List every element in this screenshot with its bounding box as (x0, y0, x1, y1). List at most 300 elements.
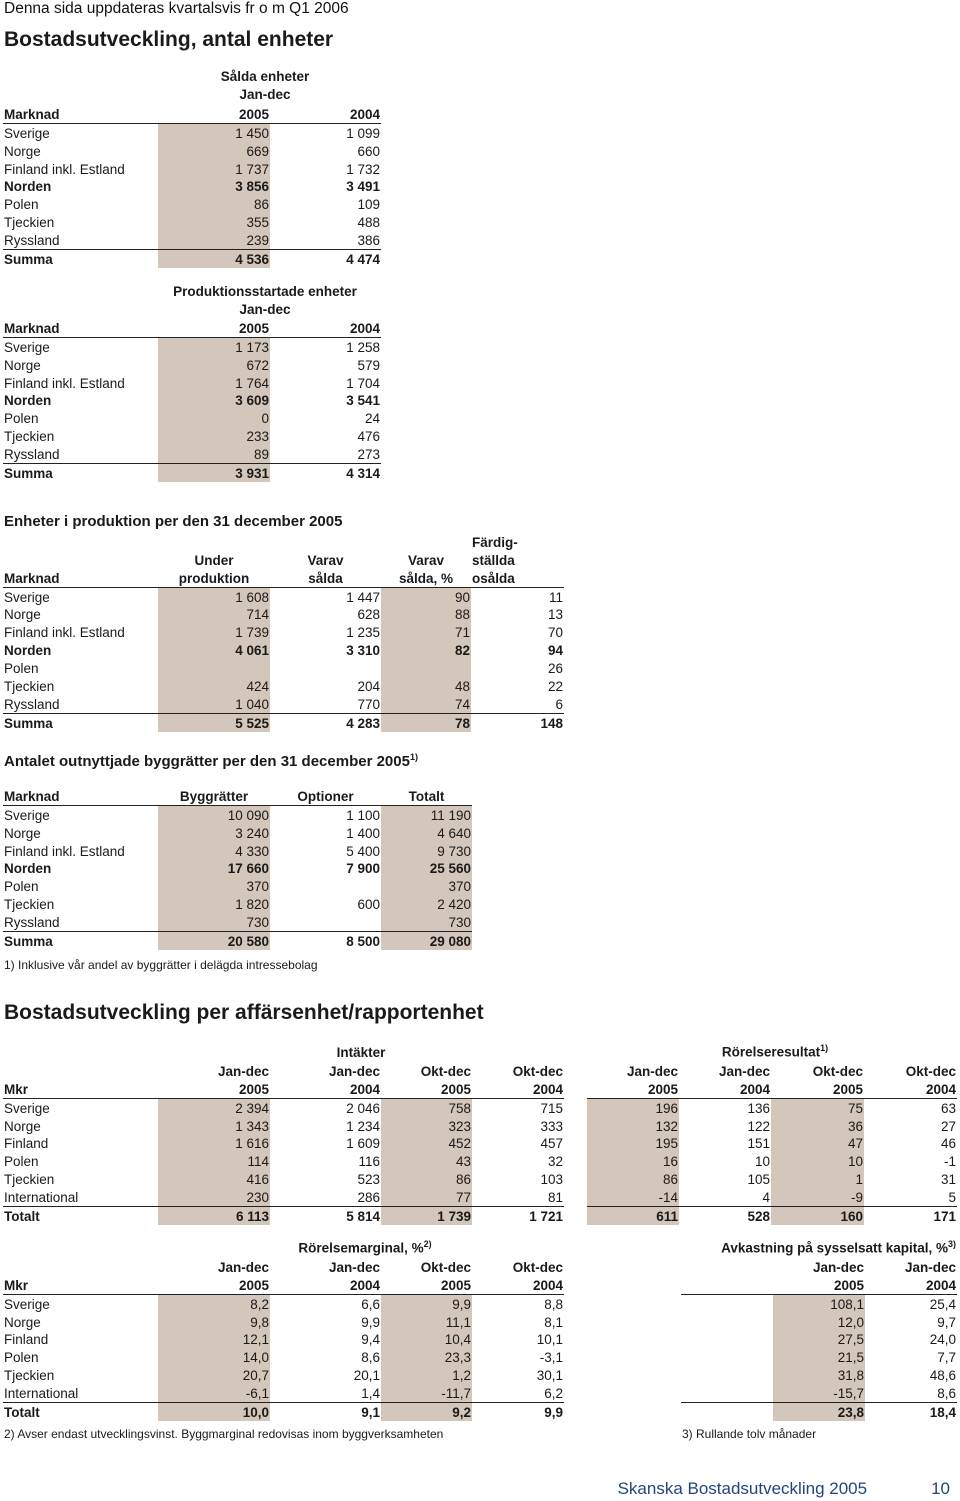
table-cell: 3 931 (158, 464, 270, 482)
column-header: 2005 (158, 1080, 270, 1098)
table-cell: 758 (381, 1098, 472, 1116)
table-cell: 715 (540, 1100, 563, 1116)
row-label: Totalt (3, 1207, 158, 1225)
table-cell: 63 (940, 1100, 956, 1116)
operating-margin-table (3, 1258, 564, 1421)
row-label: Polen (4, 411, 39, 427)
table-cell: 160 (771, 1207, 864, 1225)
row-label: Ryssland (4, 696, 60, 712)
table-cell (270, 913, 381, 931)
roce-title: Avkastning på sysselsatt kapital, %$^{3)}$ (721, 1239, 956, 1256)
column-header: 2005 (773, 1276, 865, 1294)
row-label: Sverige (4, 339, 50, 355)
table-cell: 20,1 (353, 1368, 380, 1384)
row-label: Finland inkl. Estland (4, 625, 125, 641)
table-cell: 18,4 (865, 1403, 957, 1421)
column-header: Okt-dec (512, 1063, 563, 1079)
row-label: Norden (4, 643, 52, 659)
row-label: Tjeckien (4, 215, 55, 231)
table-cell: 4 330 (158, 842, 270, 860)
started-units-period: Jan-dec (239, 302, 291, 317)
table-cell: 1 100 (346, 807, 380, 823)
table-cell: 132 (587, 1117, 679, 1135)
row-label: Norden (4, 179, 52, 195)
table-cell (681, 1403, 773, 1421)
table-cell: 1 040 (158, 695, 270, 713)
table-cell (270, 533, 381, 551)
table-cell: 78 (381, 713, 471, 731)
column-header: osålda (471, 569, 564, 587)
table-cell: 116 (358, 1154, 380, 1170)
table-cell: 171 (864, 1207, 957, 1225)
row-label: Tjeckien (4, 897, 55, 913)
table-cell: 32 (547, 1154, 563, 1170)
table-header-row (587, 1080, 957, 1098)
table-cell: -14 (587, 1188, 679, 1206)
column-header: Färdig- (472, 534, 518, 550)
table-cell: 333 (540, 1118, 563, 1134)
table-cell (158, 659, 270, 677)
table-cell: 3 491 (346, 179, 380, 195)
row-label: Ryssland (4, 915, 60, 931)
row-label: Sverige (4, 807, 50, 823)
table-cell: -11,7 (381, 1384, 472, 1402)
table-cell: 1 173 (158, 337, 270, 355)
table-row (3, 231, 381, 249)
column-header: sålda, % (381, 569, 471, 587)
table-header-row (3, 569, 564, 587)
table-cell: 22 (547, 679, 563, 695)
table-cell: 355 (158, 213, 270, 231)
table-cell: 669 (158, 142, 270, 160)
table-cell: 10 (771, 1152, 864, 1170)
table-cell: 71 (381, 623, 471, 641)
table-row (3, 895, 472, 913)
table-cell: 86 (587, 1170, 679, 1188)
table-cell: 3 541 (346, 393, 380, 409)
table-cell: 3 310 (346, 643, 380, 659)
table-cell: 109 (357, 197, 380, 213)
column-header: 2005 (771, 1080, 864, 1098)
table-cell: 230 (158, 1188, 270, 1206)
table-cell: -1 (943, 1154, 956, 1170)
table-cell: 273 (357, 447, 380, 463)
table-cell: 148 (471, 713, 564, 731)
table-cell: 195 (587, 1135, 679, 1153)
column-header: 2005 (587, 1080, 679, 1098)
started-units-title: Produktionsstartade enheter (173, 284, 357, 299)
table-row (3, 1152, 564, 1170)
table-cell: 5 (948, 1190, 956, 1206)
table-row (587, 1188, 957, 1206)
column-header: Jan-dec (217, 1063, 269, 1079)
table-cell (381, 659, 471, 677)
operating-margin-title: Rörelsemarginal, %$^{2)}$ (298, 1239, 432, 1256)
column-header: Jan-dec (904, 1259, 956, 1275)
table-cell: 5 400 (346, 843, 380, 859)
table-row (3, 860, 472, 878)
table-cell: 323 (381, 1117, 472, 1135)
table-row (3, 178, 381, 196)
column-header: 2005 (381, 1080, 472, 1098)
table-cell: 24,0 (929, 1332, 956, 1348)
row-label: Norge (4, 1118, 41, 1134)
sold-units-table (3, 105, 381, 268)
column-header: Optioner (270, 787, 381, 805)
table-cell: 8,1 (544, 1314, 563, 1330)
roce-table (681, 1258, 957, 1421)
table-cell: 70 (547, 625, 563, 641)
table-cell: 17 660 (158, 860, 270, 878)
table-cell: 114 (158, 1152, 270, 1170)
table-cell (681, 1384, 773, 1402)
table-cell: 11,1 (381, 1313, 472, 1331)
table-cell: 11 (548, 589, 563, 605)
column-header: 2005 (158, 105, 270, 123)
table-cell: 8 500 (270, 932, 381, 950)
table-row (681, 1403, 957, 1421)
table-row (681, 1313, 957, 1331)
table-cell: 672 (158, 356, 270, 374)
table-row (587, 1170, 957, 1188)
table-cell: 416 (158, 1170, 270, 1188)
row-label: Norden (4, 393, 52, 409)
row-label: Polen (4, 197, 39, 213)
table-cell: 9,2 (381, 1403, 472, 1421)
table-cell: 1 764 (158, 374, 270, 392)
table-cell: 770 (357, 696, 380, 712)
table-cell: 1 235 (346, 625, 380, 641)
sold-units-title: Sålda enheter (220, 69, 310, 84)
column-header: produktion (158, 569, 270, 587)
table-cell: 628 (357, 607, 380, 623)
row-label: Polen (4, 1350, 39, 1366)
column-header: Marknad (3, 105, 158, 123)
table-cell: 1 721 (472, 1207, 564, 1225)
table-row (587, 1152, 957, 1170)
table-cell: 47 (771, 1135, 864, 1153)
column-header: 2004 (472, 1276, 564, 1294)
table-cell: 714 (158, 606, 270, 624)
column-header: Marknad (3, 319, 158, 337)
table-row (3, 1135, 564, 1153)
table-cell: 6 (555, 696, 563, 712)
table-cell: 27,5 (773, 1331, 865, 1349)
table-cell: 370 (381, 877, 472, 895)
table-cell: 6 113 (158, 1207, 270, 1225)
table-header-row (681, 1276, 957, 1294)
table-cell: 523 (357, 1172, 380, 1188)
table-row (3, 1384, 564, 1402)
table-cell: 1 343 (158, 1117, 270, 1135)
table-header-row (3, 787, 472, 805)
table-cell: 2 394 (158, 1098, 270, 1116)
table-cell: 8,6 (361, 1350, 380, 1366)
table-row (3, 195, 381, 213)
table-row (3, 213, 381, 231)
column-header: 2004 (270, 1276, 381, 1294)
table-cell: 75 (771, 1098, 864, 1116)
table-row (3, 374, 381, 392)
row-label: Norge (4, 1314, 41, 1330)
table-cell: 24 (364, 411, 380, 427)
table-cell: 488 (357, 215, 380, 231)
table-cell: 10 (754, 1154, 770, 1170)
row-label: Norge (4, 143, 41, 159)
row-label: Ryssland (4, 447, 60, 463)
table-cell: 36 (771, 1117, 864, 1135)
table-cell: 11 190 (381, 805, 472, 823)
table-cell: 46 (940, 1136, 956, 1152)
table-cell: 9 730 (381, 842, 472, 860)
table-row (681, 1294, 957, 1312)
table-cell (270, 877, 381, 895)
table-cell: 10,1 (536, 1332, 563, 1348)
table-cell: 5 525 (158, 713, 270, 731)
table-row (3, 606, 564, 624)
table-row (3, 1188, 564, 1206)
row-label: Tjeckien (4, 1368, 55, 1384)
row-label: Polen (4, 661, 39, 677)
table-cell: 196 (587, 1098, 679, 1116)
table-cell: 3 609 (158, 392, 270, 410)
table-cell: 10 090 (158, 805, 270, 823)
table-row (3, 1313, 564, 1331)
table-row (3, 1403, 564, 1421)
revenue-title: Intäkter (336, 1045, 386, 1060)
row-label: Finland inkl. Estland (4, 843, 125, 859)
table-cell (3, 1062, 158, 1080)
table-cell: 23,8 (773, 1403, 865, 1421)
table-cell: 103 (540, 1172, 563, 1188)
table-cell: 6,2 (544, 1386, 563, 1402)
table-row (3, 142, 381, 160)
table-row (3, 123, 381, 141)
table-row (3, 250, 381, 268)
page-footer (618, 1479, 950, 1499)
column-header: Jan-dec (328, 1063, 380, 1079)
table-row (3, 445, 381, 463)
table-row (681, 1348, 957, 1366)
table-cell: 4 314 (270, 464, 381, 482)
row-label: Tjeckien (4, 1172, 55, 1188)
column-header: 2004 (270, 1080, 381, 1098)
row-label: Totalt (3, 1403, 158, 1421)
column-header: 2004 (270, 319, 381, 337)
table-cell: 1,4 (361, 1386, 380, 1402)
column-header: Byggrätter (158, 787, 270, 805)
table-cell: 77 (381, 1188, 472, 1206)
table-row (3, 427, 381, 445)
table-cell: 86 (381, 1170, 472, 1188)
table-cell: 4 283 (270, 713, 381, 731)
table-cell: 5 814 (270, 1207, 381, 1225)
table-cell: 9,9 (361, 1314, 380, 1330)
table-cell: 16 (587, 1152, 679, 1170)
table-cell: 23,3 (381, 1348, 472, 1366)
table-cell: 233 (158, 427, 270, 445)
table-row (3, 160, 381, 178)
table-row (3, 877, 472, 895)
table-cell: -3,1 (539, 1350, 563, 1366)
column-header: 2005 (381, 1276, 472, 1294)
sold-units-period: Jan-dec (239, 87, 291, 102)
table-cell: 1 400 (346, 825, 380, 841)
column-header: 2005 (158, 319, 270, 337)
table-cell: 31,8 (773, 1366, 865, 1384)
table-cell: 14,0 (158, 1348, 270, 1366)
table-row (587, 1207, 957, 1225)
table-cell: 1,2 (381, 1366, 472, 1384)
table-row (681, 1366, 957, 1384)
row-label: Norge (4, 357, 41, 373)
table-cell: 12,0 (773, 1313, 865, 1331)
table-cell (381, 533, 471, 551)
building-rights-table (3, 787, 472, 950)
table-row (3, 659, 564, 677)
table-cell: 10,0 (158, 1403, 270, 1421)
table-cell (681, 1294, 773, 1312)
table-cell (681, 1348, 773, 1366)
column-header: Under (194, 552, 234, 568)
row-label: International (4, 1190, 79, 1206)
table-cell: 7,7 (937, 1350, 956, 1366)
table-cell: 600 (357, 897, 380, 913)
table-header-row (3, 1062, 564, 1080)
table-cell: 3 856 (158, 178, 270, 196)
building-rights-title: Antalet outnyttjade byggrätter per den 31 december 2005$^{1)}$ (4, 752, 418, 770)
table-row (3, 932, 472, 950)
table-cell: 476 (357, 429, 380, 445)
table-cell: 8,6 (937, 1386, 956, 1402)
row-label: Finland (4, 1136, 49, 1152)
table-cell (681, 1276, 773, 1294)
table-cell: 424 (158, 677, 270, 695)
table-header-row (3, 105, 381, 123)
table-cell: 9,7 (937, 1314, 956, 1330)
table-cell: 730 (381, 913, 472, 931)
table-cell: 9,8 (158, 1313, 270, 1331)
table-cell (3, 1258, 158, 1276)
table-row (3, 1366, 564, 1384)
column-header: 2004 (865, 1276, 957, 1294)
section-title-units: Bostadsutveckling, antal enheter (4, 28, 334, 51)
row-label: Tjeckien (4, 679, 55, 695)
table-cell: 457 (540, 1136, 563, 1152)
column-header: Mkr (3, 1080, 158, 1098)
column-header: Okt-dec (420, 1063, 471, 1079)
table-cell: 13 (547, 607, 563, 623)
row-label: Norge (4, 607, 41, 623)
table-cell: 8,8 (544, 1296, 563, 1312)
table-cell: 12,1 (158, 1331, 270, 1349)
table-cell: 660 (357, 143, 380, 159)
table-cell: 1 608 (158, 587, 270, 605)
table-cell: 1 258 (346, 339, 380, 355)
table-row (3, 805, 472, 823)
column-header: 2004 (270, 105, 381, 123)
footer-title: Skanska Bostadsutveckling 2005 (617, 1479, 868, 1498)
row-label: Sverige (4, 1296, 50, 1312)
table-cell (3, 533, 158, 551)
table-row (3, 1098, 564, 1116)
row-label: Summa (3, 713, 158, 731)
table-cell: 151 (747, 1136, 770, 1152)
table-cell: 27 (940, 1118, 956, 1134)
column-header: Totalt (381, 787, 472, 805)
column-header: Okt-dec (812, 1063, 863, 1079)
page-number: 10 (931, 1479, 950, 1498)
column-header: ställda (472, 552, 515, 568)
building-rights-footnote: 1) Inklusive vår andel av byggrätter i delägda intressebolag (4, 958, 318, 972)
started-units-table (3, 319, 381, 482)
table-cell: 9,9 (381, 1294, 472, 1312)
table-cell: 370 (158, 877, 270, 895)
column-header: 2004 (864, 1080, 957, 1098)
table-cell: 1 737 (158, 160, 270, 178)
table-cell (158, 533, 270, 551)
table-row (3, 1331, 564, 1349)
table-row (3, 1294, 564, 1312)
table-cell (3, 551, 158, 569)
table-cell: 30,1 (536, 1368, 563, 1384)
column-header: Varav (407, 552, 445, 568)
operating-result-table (587, 1062, 957, 1225)
column-header: Marknad (3, 787, 158, 805)
table-cell: 528 (679, 1207, 771, 1225)
table-cell: 21,5 (773, 1348, 865, 1366)
table-row (3, 623, 564, 641)
table-cell: 48 (381, 677, 471, 695)
table-cell: 452 (381, 1135, 472, 1153)
table-cell: 1 099 (346, 125, 380, 141)
table-header-row (681, 1258, 957, 1276)
table-cell (681, 1331, 773, 1349)
table-cell: 9,9 (472, 1403, 564, 1421)
table-header-row (3, 533, 564, 551)
table-header-row (587, 1062, 957, 1080)
column-header: Jan-dec (812, 1259, 864, 1275)
table-cell: 20 580 (158, 932, 270, 950)
table-cell: 6,6 (361, 1296, 380, 1312)
table-cell: 386 (357, 233, 380, 249)
table-cell: -15,7 (773, 1384, 865, 1402)
table-row (3, 1170, 564, 1188)
row-label: Finland inkl. Estland (4, 375, 125, 391)
column-header: 2004 (679, 1080, 771, 1098)
table-cell: 94 (547, 643, 563, 659)
table-row (681, 1384, 957, 1402)
revenue-table (3, 1062, 564, 1225)
column-header: Varav (307, 552, 344, 568)
table-cell: 122 (747, 1118, 770, 1134)
table-cell: 31 (940, 1172, 956, 1188)
table-cell (681, 1313, 773, 1331)
table-header-row (3, 1258, 564, 1276)
table-row (3, 824, 472, 842)
table-row (3, 1207, 564, 1225)
section-title-business-units: Bostadsutveckling per affärsenhet/rapportenhet (4, 1001, 484, 1024)
row-label: Summa (3, 932, 158, 950)
table-cell: 88 (381, 606, 471, 624)
table-cell: 4 536 (158, 250, 270, 268)
table-header-row (3, 1276, 564, 1294)
table-cell: 1 820 (158, 895, 270, 913)
table-cell: 1 (771, 1170, 864, 1188)
table-header-row (3, 1080, 564, 1098)
column-header: Jan-dec (626, 1063, 678, 1079)
table-cell: 204 (357, 679, 380, 695)
